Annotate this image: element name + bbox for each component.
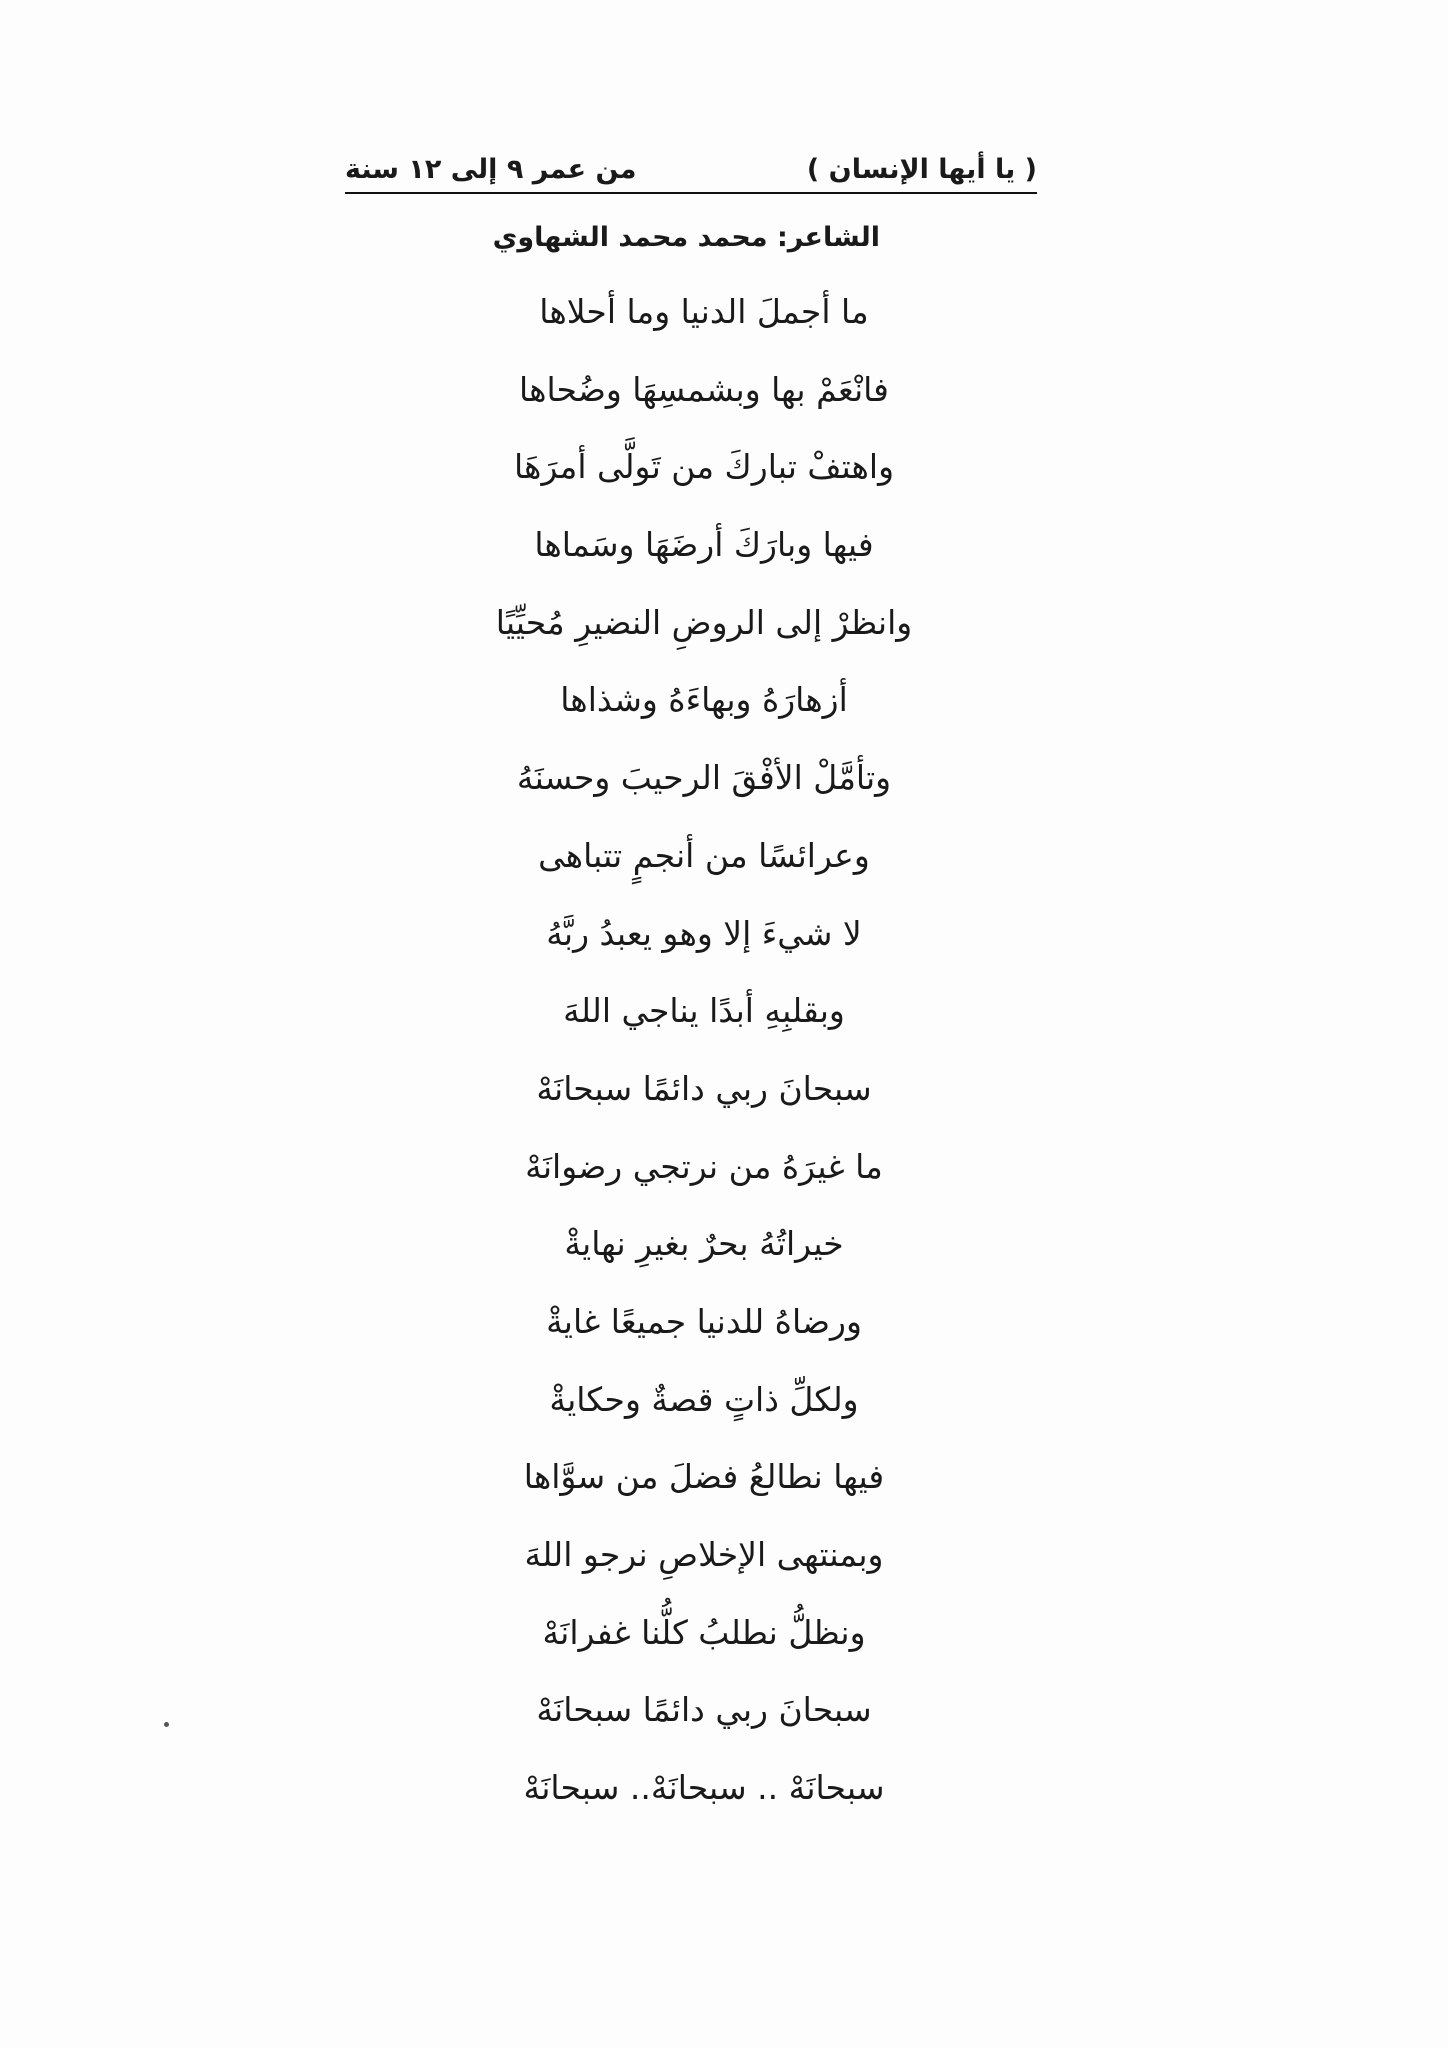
poem-title: ( يا أيها الإنسان ) — [806, 154, 1037, 185]
verse-line: فيها نطالعُ فضلَ من سوَّاها — [523, 1457, 885, 1497]
verse-line: سبحانَ ربي دائمًا سبحانَهْ — [536, 1690, 872, 1730]
verse-line: وبقلبِهِ أبدًا يناجي اللهَ — [563, 991, 845, 1031]
verse-line: لا شيءَ إلا وهو يعبدُ ربَّهُ — [546, 913, 862, 953]
verse-line: ما أجملَ الدنيا وما أحلاها — [539, 292, 869, 331]
verse-line: فانْعَمْ بها وبشمسِهَا وضُحاها — [519, 369, 889, 409]
verse-line: ونظلُّ نطلبُ كلُّنا غفرانَهْ — [542, 1612, 866, 1652]
verse-line: وانظرْ إلى الروضِ النضيرِ مُحيِّيًا — [495, 602, 913, 642]
verse-line: ورضاهُ للدنيا جميعًا غايةْ — [546, 1301, 862, 1341]
verse-line: وبمنتهى الإخلاصِ نرجو اللهَ — [524, 1535, 884, 1574]
header-line — [345, 150, 1037, 194]
verse-line: سبحانَ ربي دائمًا سبحانَهْ — [536, 1068, 872, 1108]
verse-line: ولكلِّ ذاتٍ قصةٌ وحكايةْ — [549, 1379, 859, 1419]
verse-line: سبحانَهْ .. سبحانَهْ.. سبحانَهْ — [523, 1768, 885, 1808]
verse-line: وعرائسًا من أنجمٍ تتباهى — [538, 835, 870, 875]
verse-line: فيها وبارَكَ أرضَهَا وسَماها — [534, 525, 874, 565]
poem-verses — [424, 282, 984, 1836]
verse-line: خيراتُهُ بحرٌ بغيرِ نهايةْ — [564, 1224, 844, 1264]
verse-line: أزهارَهُ وبهاءَهُ وشذاها — [560, 680, 848, 720]
verse-line: وتأمَّلْ الأفْقَ الرحيبَ وحسنَهُ — [516, 758, 892, 798]
poet-name: الشاعر: محمد محمد الشهاوي — [492, 222, 880, 253]
verse-line: واهتفْ تباركَ من تَولَّى أمرَهَا — [513, 447, 894, 487]
verse-line: ما غيرَهُ من نرتجي رضوانَهْ — [525, 1146, 883, 1186]
age-range: من عمر ٩ إلى ١٢ سنة — [345, 154, 637, 185]
scan-speck — [164, 1722, 169, 1727]
